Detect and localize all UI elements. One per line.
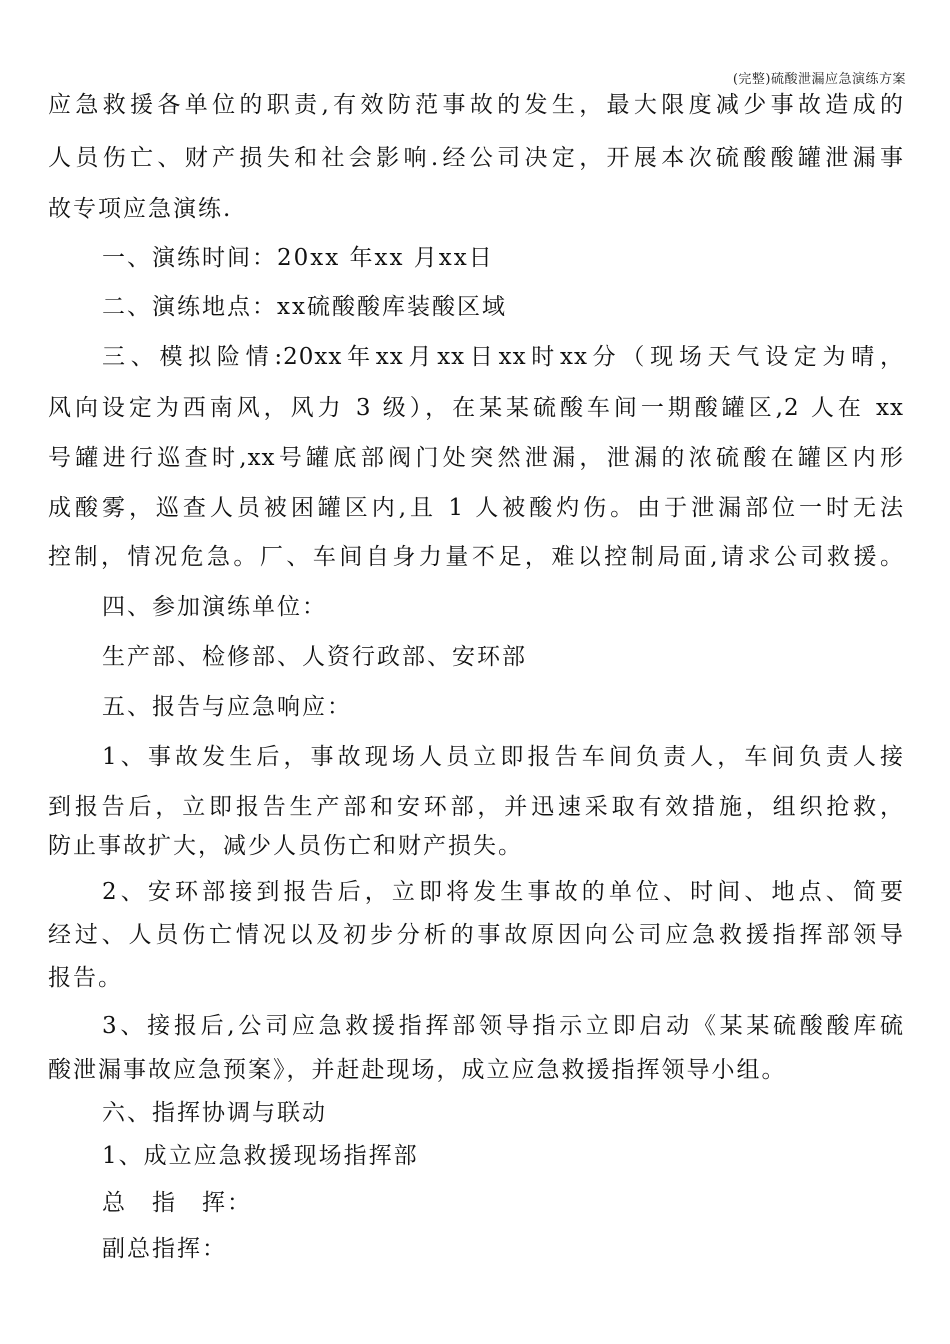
section-heading-command: 六、指挥协调与联动	[102, 1100, 327, 1126]
section-heading-scenario: 三、模拟险情:20xx年xx月xx日xx时xx分（现场天气设定为晴，	[102, 344, 904, 370]
document-header-title: (完整)硫酸泄漏应急演练方案	[732, 72, 906, 87]
paragraph-line: 控制，情况危急。厂、车间自身力量不足，难以控制局面,请求公司救援。	[48, 544, 904, 570]
section-heading-time: 一、演练时间：20xx 年xx 月xx日	[102, 245, 494, 271]
participants-list: 生产部、检修部、人资行政部、安环部	[102, 644, 527, 670]
paragraph-line: 风向设定为西南风，风力 3 级），在某某硫酸车间一期酸罐区,2 人在 xx	[48, 395, 904, 421]
subsection-heading: 1、成立应急救援现场指挥部	[102, 1143, 419, 1169]
paragraph-line: 成酸雾，巡查人员被困罐区内,且 1 人被酸灼伤。由于泄漏部位一时无法	[48, 495, 904, 521]
paragraph-line: 报告。	[48, 965, 123, 991]
deputy-commander-label: 副总指挥：	[102, 1236, 227, 1262]
paragraph-line: 应急救援各单位的职责,有效防范事故的发生，最大限度减少事故造成的	[48, 92, 904, 118]
section-heading-report: 五、报告与应急响应：	[102, 694, 352, 720]
paragraph-line: 3、接报后,公司应急救援指挥部领导指示立即启动《某某硫酸酸库硫	[102, 1013, 904, 1039]
paragraph-line: 酸泄漏事故应急预案》，并赶赴现场，成立应急救援指挥领导小组。	[48, 1057, 787, 1083]
paragraph-line: 人员伤亡、财产损失和社会影响.经公司决定，开展本次硫酸酸罐泄漏事	[48, 145, 904, 171]
paragraph-line: 2、安环部接到报告后，立即将发生事故的单位、时间、地点、简要	[102, 879, 904, 905]
commander-label: 总 指 挥：	[102, 1190, 252, 1216]
paragraph-line: 号罐进行巡查时,xx号罐底部阀门处突然泄漏，泄漏的浓硫酸在罐区内形	[48, 445, 904, 471]
paragraph-line: 防止事故扩大，减少人员伤亡和财产损失。	[48, 833, 523, 859]
paragraph-line: 1、事故发生后，事故现场人员立即报告车间负责人，车间负责人接	[102, 744, 904, 770]
section-heading-location: 二、演练地点：xx硫酸酸库装酸区域	[102, 294, 507, 320]
paragraph-line: 到报告后，立即报告生产部和安环部，并迅速采取有效措施，组织抢救，	[48, 794, 904, 820]
paragraph-line: 经过、人员伤亡情况以及初步分析的事故原因向公司应急救援指挥部领导	[48, 922, 904, 948]
paragraph-line: 故专项应急演练.	[48, 196, 233, 222]
section-heading-participants: 四、参加演练单位：	[102, 594, 327, 620]
